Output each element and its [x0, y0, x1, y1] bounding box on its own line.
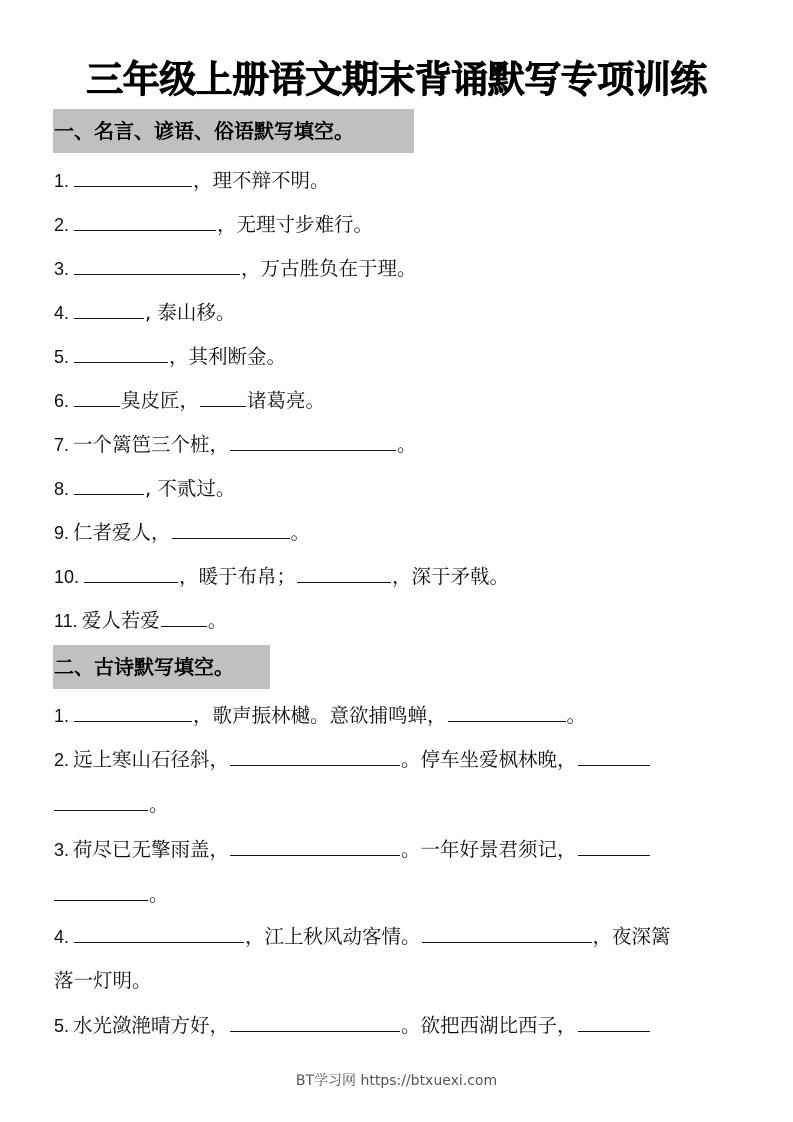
question-text: 爱人若爱	[81, 609, 160, 632]
question-number: 5.	[54, 347, 70, 367]
question-number: 6.	[54, 391, 70, 411]
answer-blank[interactable]	[578, 835, 650, 856]
question-text: 。一年好景君须记，	[401, 838, 577, 861]
answer-blank[interactable]	[74, 298, 144, 319]
question-text: ，无理寸步难行。	[217, 213, 374, 236]
question-text: 远上寒山石径斜，	[73, 748, 230, 771]
question-2-4-cont	[54, 966, 152, 996]
question-number: 4.	[54, 927, 70, 947]
answer-blank[interactable]	[448, 701, 566, 722]
question-text: 。	[566, 704, 587, 727]
question-number: 2.	[54, 215, 70, 235]
question-number: 1.	[54, 171, 70, 191]
answer-blank[interactable]	[74, 474, 144, 495]
answer-blank[interactable]	[297, 562, 391, 583]
question-number: 4.	[54, 303, 70, 323]
question-text: ，其利断金。	[169, 345, 287, 368]
question-number: 8.	[54, 479, 70, 499]
question-number: 3.	[54, 259, 70, 279]
answer-blank[interactable]	[230, 430, 396, 451]
question-text: 诸葛亮。	[247, 389, 326, 412]
question-text: 。	[149, 793, 169, 816]
question-2-1	[54, 701, 586, 731]
question-number: 3.	[54, 840, 70, 860]
question-text: , 泰山移。	[145, 301, 236, 324]
question-text: 。	[149, 883, 169, 906]
answer-blank[interactable]	[74, 922, 244, 943]
answer-blank[interactable]	[54, 790, 148, 811]
answer-blank[interactable]	[230, 1011, 400, 1032]
answer-blank[interactable]	[74, 701, 192, 722]
question-text: 臭皮匠，	[121, 389, 200, 412]
question-1-6	[54, 386, 325, 416]
question-text: , 不贰过。	[145, 477, 236, 500]
question-number: 1.	[54, 706, 70, 726]
answer-blank[interactable]	[578, 1011, 650, 1032]
question-number: 9.	[54, 523, 70, 543]
question-text: ，万古胜负在于理。	[241, 257, 417, 280]
question-1-2	[54, 210, 373, 240]
question-text: 仁者爱人，	[73, 521, 171, 544]
question-1-8	[54, 474, 235, 504]
question-text: 。	[207, 609, 228, 632]
question-number: 10.	[54, 567, 80, 587]
question-1-1	[54, 166, 330, 196]
section-heading-2: 二、古诗默写填空。	[53, 645, 270, 689]
question-2-3	[54, 835, 651, 865]
answer-blank[interactable]	[74, 386, 120, 407]
question-1-5	[54, 342, 286, 372]
question-2-2-cont	[54, 790, 169, 820]
answer-blank[interactable]	[230, 745, 400, 766]
question-text: 一个篱笆三个桩，	[73, 433, 230, 456]
question-text: 。停车坐爱枫林晚，	[401, 748, 577, 771]
question-text: 水光潋滟晴方好，	[73, 1014, 230, 1037]
question-1-4	[54, 298, 235, 328]
question-number: 11.	[54, 611, 78, 631]
answer-blank[interactable]	[578, 745, 650, 766]
question-text: ，理不辩不明。	[193, 169, 330, 192]
question-number: 2.	[54, 750, 70, 770]
question-text: 。	[290, 521, 311, 544]
page-title: 三年级上册语文期末背诵默写专项训练	[86, 58, 707, 101]
answer-blank[interactable]	[172, 518, 290, 539]
question-text: 。	[397, 433, 417, 456]
question-number: 5.	[54, 1016, 70, 1036]
question-2-2	[54, 745, 651, 775]
answer-blank[interactable]	[74, 254, 240, 275]
answer-blank[interactable]	[84, 562, 178, 583]
answer-blank[interactable]	[161, 606, 207, 627]
question-text: ，歌声振林樾。意欲捕鸣蝉，	[193, 704, 447, 727]
question-1-9	[54, 518, 310, 548]
question-text: ，暖于布帛；	[179, 565, 297, 588]
question-1-10	[54, 562, 509, 592]
question-1-11	[54, 606, 227, 636]
answer-blank[interactable]	[200, 386, 246, 407]
section-heading-1: 一、名言、谚语、俗语默写填空。	[53, 109, 414, 153]
footer-watermark: BT学习网 https://btxuexi.com	[295, 1073, 498, 1089]
question-1-7	[54, 430, 417, 460]
answer-blank[interactable]	[74, 342, 168, 363]
answer-blank[interactable]	[230, 835, 400, 856]
question-text: 落一灯明。	[54, 969, 152, 992]
question-2-4	[54, 922, 671, 952]
answer-blank[interactable]	[74, 166, 192, 187]
question-text: ，夜深篱	[592, 925, 671, 948]
question-2-5	[54, 1011, 651, 1041]
question-2-3-cont	[54, 880, 169, 910]
question-text: 。欲把西湖比西子，	[401, 1014, 577, 1037]
question-text: ，江上秋风动客情。	[245, 925, 421, 948]
answer-blank[interactable]	[54, 880, 148, 901]
question-number: 7.	[54, 435, 70, 455]
question-text: ，深于矛戟。	[392, 565, 510, 588]
question-1-3	[54, 254, 417, 284]
answer-blank[interactable]	[74, 210, 216, 231]
question-text: 荷尽已无擎雨盖，	[73, 838, 230, 861]
answer-blank[interactable]	[422, 922, 592, 943]
